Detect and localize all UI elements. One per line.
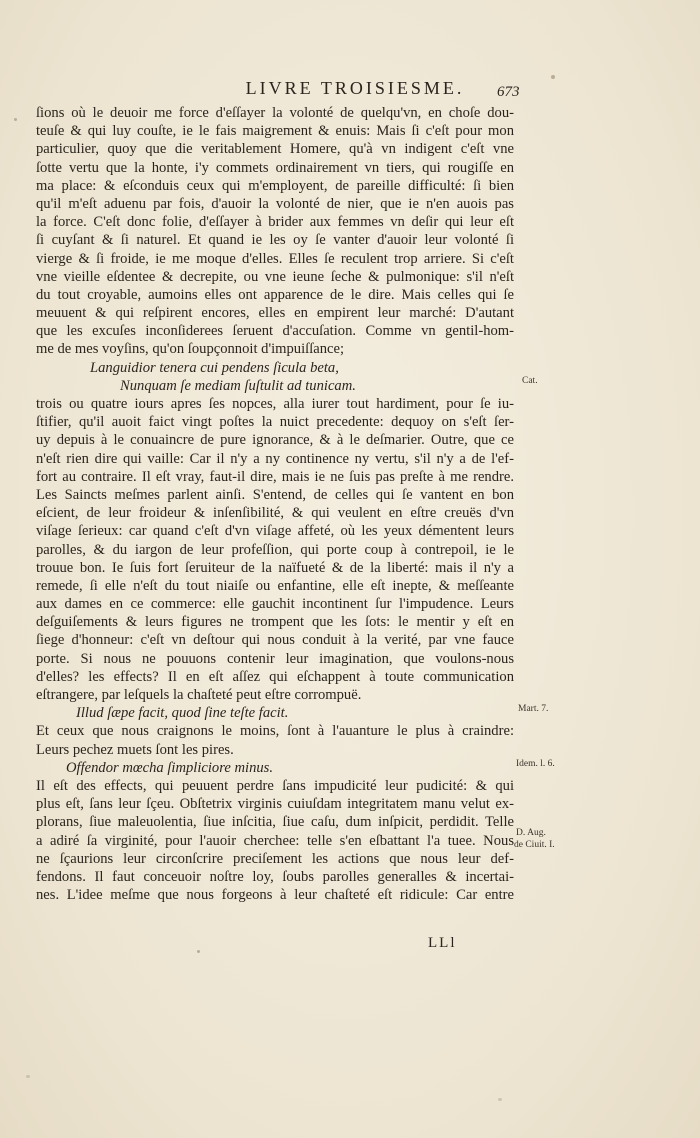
foxing-spot	[26, 1075, 30, 1078]
text-line: ſiege d'honneur: c'eſt vn deſtour qui nous conduit à la verité, par vne fauce	[36, 632, 514, 649]
text-line: Et ceux que nous craignons le moins, ſont à l'auanture le plus à craindre:	[36, 723, 514, 740]
text-line: meuuent & qui reſpirent encores, elles en empirent leur marché: D'autant	[36, 305, 514, 322]
verse-line: Languidior tenera cui pendens ſicula beta,	[90, 359, 339, 376]
text-line: du tout croyable, aumoins elles ont apparence de le dire. Mais celles qui ſe	[36, 286, 514, 303]
text-line: a adiré ſa virginité, pour l'auoir cherchee: telle s'en eſbattant l'a tuee. Nous	[36, 832, 514, 849]
text-line: fort au contraire. Il eſt vray, faut-il dire, mais ie ne ſuis pas preſte à me rendre.	[36, 468, 514, 485]
text-line: plus eſt, ſans leur ſçeu. Obſtetrix virginis cuiuſdam integritatem manu velut ex-	[36, 796, 514, 813]
text-line: aux dames en ce commerce: elle gauchit incontinent ſur l'impudence. Leurs	[36, 596, 514, 613]
text-line: deſguiſements & leurs figures ne trompent que les ſots: le mentir y eſt en	[36, 614, 514, 631]
margin-note-civitate: de Ciuit. I.	[514, 840, 555, 850]
running-title: LIVRE TROISIESME.	[245, 78, 465, 98]
text-line: d'elles? les effects? Il en eſt aſſez qui eſchappent à toute communication	[36, 668, 514, 685]
text-line: me de mes voyſins, qu'on ſoupçonnoit d'impuiſſance;	[36, 341, 345, 358]
margin-note-mart: Mart. 7.	[518, 704, 549, 714]
margin-note-augustine: D. Aug.	[516, 828, 546, 838]
text-line: nes. L'idee meſme que nous forgeons à leur chaſteté eſt ridicule: Car entre	[36, 887, 514, 904]
text-line: la force. C'eſt donc folie, d'eſſayer à brider aux femmes vn deſir qui leur eſt	[36, 214, 514, 231]
text-line: que les excuſes inconſiderees ſeruent d'accuſation. Comme vn gentil-hom-	[36, 323, 514, 340]
text-line: trouue bon. Ie ſuis fort ſeruiteur de la naïfueté & de la liberté: mais il n'y a	[36, 559, 514, 576]
text-line: particulier, quoy que die veritablement Homere, qu'à vn indigent c'eſt vne	[36, 141, 514, 158]
text-line: ſotte vertu que la honte, i'y commets ordinairement vn tiers, qui rougiſſe en	[36, 159, 514, 176]
text-line: teuſe & qui luy couſte, ie le fais maigrement & enuis: Mais ſi c'eſt pour mon	[36, 123, 514, 140]
text-line: ſtifier, qu'il auoit faict vingt poſtes la nuict precedente: dequoy on s'eſt ſer-	[36, 414, 514, 431]
text-line: remede, ſi elle n'eſt du tout niaiſe ou enfantine, elle eſt inepte, & meſſeante	[36, 577, 514, 594]
text-line: uy depuis à le conuaincre de pure ignorance, & à le deſmarier. Outre, que ce	[36, 432, 514, 449]
text-line: eſtrangere, par leſquels la chaſteté peut eſtre corrompuë.	[36, 687, 362, 703]
foxing-spot	[14, 118, 17, 121]
text-line: fendons. Il faut conceuoir noſtre loy, ſoubs parolles generalles & incertai-	[36, 868, 514, 885]
text-line: vne vieille eſdentee & decrepite, ou vne ieune ſeche & pulmonique: s'il n'eſt	[36, 268, 514, 285]
text-line: Il eſt des effects, qui peuuent perdre ſans impudicité leur pudicité: & qui	[36, 777, 514, 794]
text-line: eſcient, de leur froideur & inſenſibilité, & qui veulent en eſtre creuës d'vn	[36, 505, 514, 522]
body-text	[36, 104, 514, 904]
text-line: qu'il m'eſt aduenu par fois, d'auoir la volonté de nier, que ie n'en auois pas	[36, 195, 514, 212]
margin-note-cat: Cat.	[522, 376, 538, 386]
text-line: ma place: & eſconduis ceux qui m'employent, de pareille difficulté: ſi bien	[36, 177, 514, 194]
margin-note-idem: Idem. l. 6.	[516, 759, 555, 769]
text-line: ſi cuyſant & ſi naturel. Et quand ie les oy ſe vanter d'auoir leur volonté ſi	[36, 232, 514, 249]
signature-mark: LLl	[428, 935, 457, 951]
text-line: trois ou quatre iours apres ſes nopces, alla iurer tout hardiment, pour ſe iu-	[36, 396, 514, 412]
text-line: viſage ſerieux: car quand c'eſt d'vn viſage affeté, où les yeux démentent leurs	[36, 523, 514, 540]
text-line: plorans, ſiue maleuolentia, ſiue inſcitia, ſiue caſu, dum inſpicit, perdidit. Telle	[36, 814, 514, 831]
text-line: ſions où le deuoir me force d'eſſayer la volonté de quelqu'vn, en choſe dou-	[36, 105, 514, 121]
text-line: Les Saincts meſmes parlent ainſi. S'entend, de celles qui ſe vantent en bon	[36, 486, 514, 503]
text-line: n'eſt rien dire qui vaille: Car il n'y a ny continence ny vertu, s'il n'y a de l'ef-	[36, 450, 514, 467]
verse-line: Offendor mœcha ſimpliciore minus.	[66, 759, 273, 776]
text-line: porte. Si nous ne pouuons contenir leur imagination, que voulons-nous	[36, 650, 514, 667]
text-line: vierge & ſi froide, ie me moque d'elles. Elles ſe reculent trop arriere. Si c'eſt	[36, 250, 514, 267]
foxing-spot	[551, 75, 555, 79]
page-number: 673	[497, 84, 520, 100]
text-line: parolles, & du iargon de leur profeſſion, qui porte coup à contrepoil, ie le	[36, 541, 514, 558]
text-line: ne ſçaurions leur circonſcrire preciſement les actions que nous leur def-	[36, 850, 514, 867]
text-line: Leurs pechez muets ſont les pires.	[36, 741, 234, 758]
verse-line: Illud ſæpe facit, quod ſine teſte facit.	[76, 705, 289, 722]
foxing-spot	[498, 1098, 502, 1101]
foxing-spot	[197, 950, 200, 953]
verse-line: Nunquam ſe mediam ſuſtulit ad tunicam.	[120, 377, 356, 394]
